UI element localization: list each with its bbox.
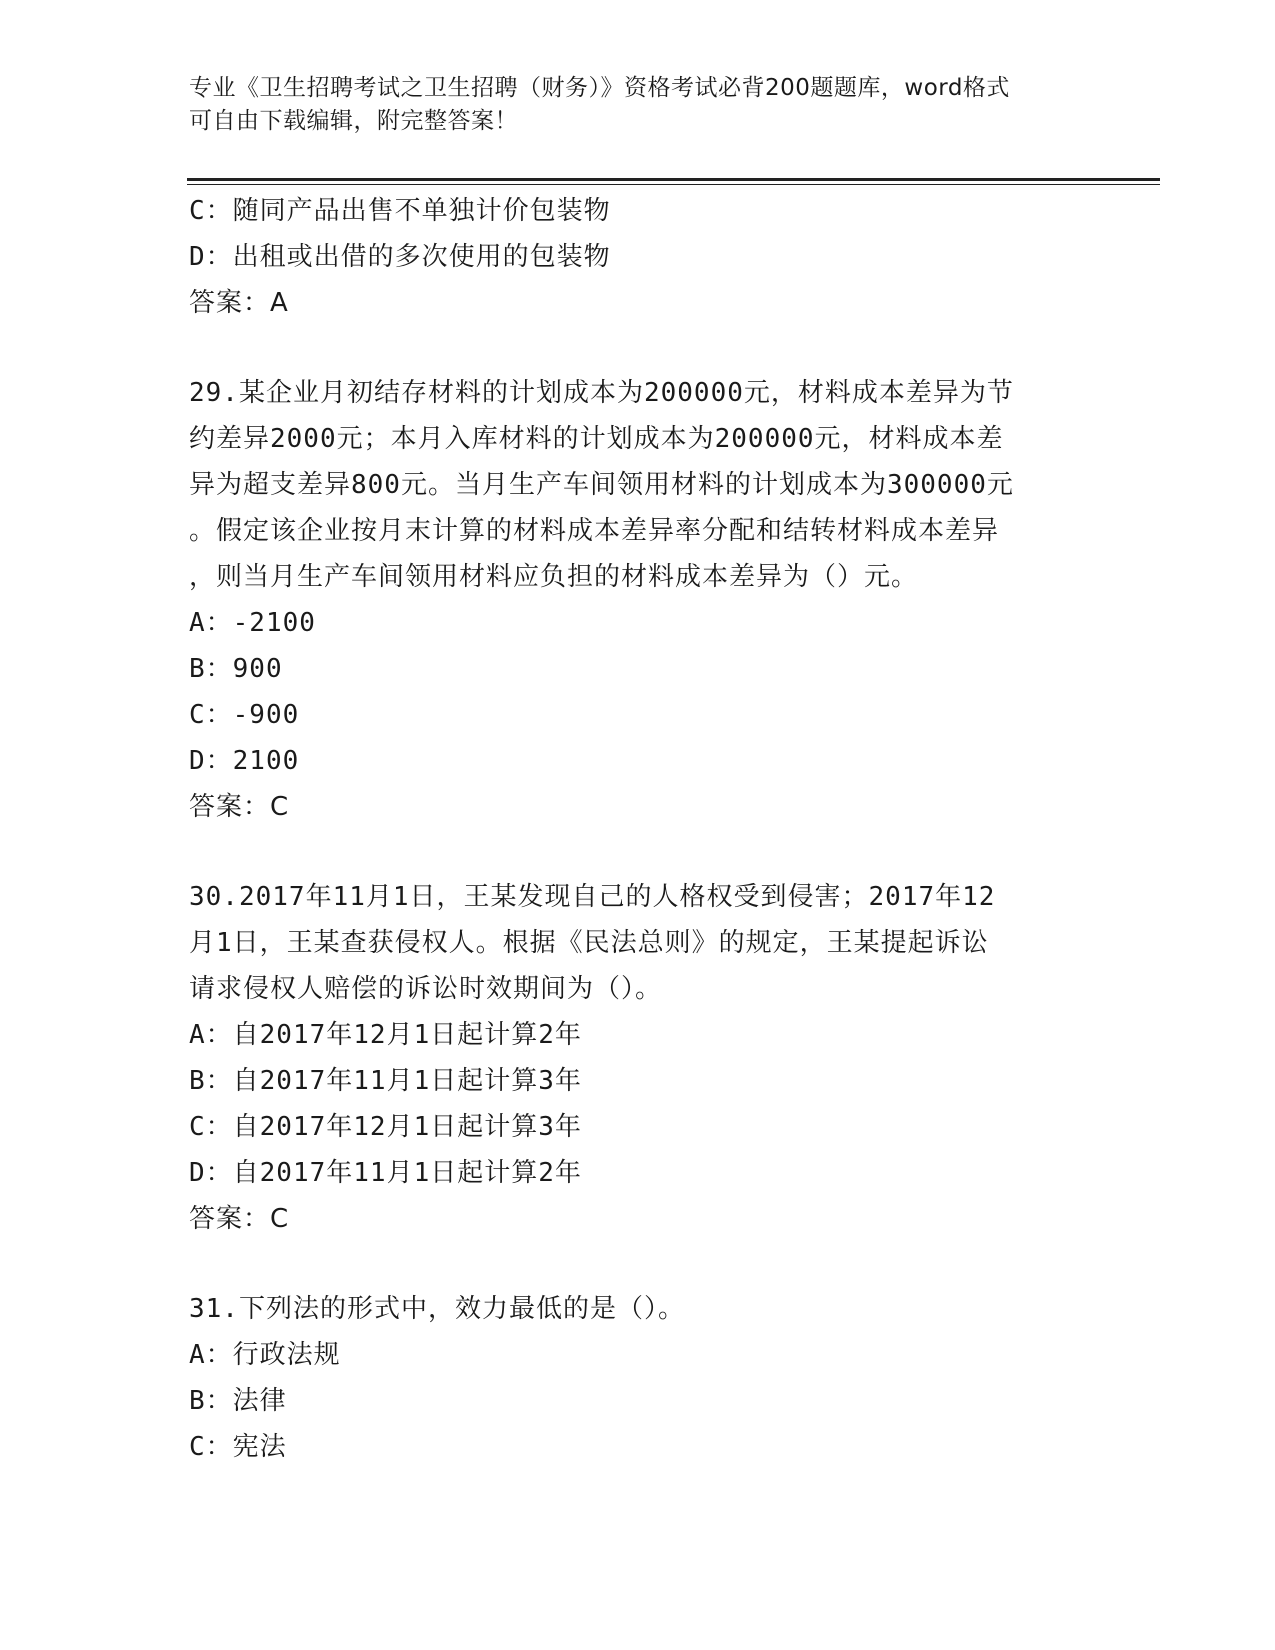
document-header <box>189 72 1089 138</box>
option-c: C：随同产品出售不单独计价包装物 <box>189 196 611 226</box>
question-text-line: 31.下列法的形式中，效力最低的是（）。 <box>189 1294 685 1324</box>
question-text-line: 29.某企业月初结存材料的计划成本为200000元，材料成本差异为节 <box>189 378 1014 408</box>
option-d: D：自2017年11月1日起计算2年 <box>189 1158 582 1188</box>
document-body <box>189 188 1089 1470</box>
header-rule-thin <box>187 184 1160 185</box>
header-rule-thick <box>187 178 1160 181</box>
answer: 答案：C <box>189 792 290 822</box>
question-text-line: 。假定该企业按月末计算的材料成本差异率分配和结转材料成本差异 <box>189 516 1000 546</box>
header-line-1: 专业《卫生招聘考试之卫生招聘（财务）》资格考试必背200题题库，word格式 <box>189 75 1010 101</box>
question-text-line: 异为超支差异800元。当月生产车间领用材料的计划成本为300000元 <box>189 470 1014 500</box>
header-line-2: 可自由下载编辑，附完整答案！ <box>189 108 518 134</box>
option-a: A：行政法规 <box>189 1340 341 1370</box>
option-d: D：出租或出借的多次使用的包装物 <box>189 242 611 272</box>
option-c: C：自2017年12月1日起计算3年 <box>189 1112 582 1142</box>
question-text-line: 约差异2000元；本月入库材料的计划成本为200000元，材料成本差 <box>189 424 1004 454</box>
question-30 <box>189 874 1089 1242</box>
option-a: A：自2017年12月1日起计算2年 <box>189 1020 582 1050</box>
answer: 答案：A <box>189 288 289 318</box>
option-c: C：宪法 <box>189 1432 287 1462</box>
question-29 <box>189 370 1089 830</box>
option-a: A：-2100 <box>189 608 316 638</box>
option-b: B：900 <box>189 654 283 684</box>
question-text-line: 月1日，王某查获侵权人。根据《民法总则》的规定，王某提起诉讼 <box>189 928 989 958</box>
option-b: B：法律 <box>189 1386 287 1416</box>
option-d: D：2100 <box>189 746 300 776</box>
answer: 答案：C <box>189 1204 290 1234</box>
option-c: C：-900 <box>189 700 300 730</box>
question-text-line: ，则当月生产车间领用材料应负担的材料成本差异为（）元。 <box>189 562 919 592</box>
option-b: B：自2017年11月1日起计算3年 <box>189 1066 582 1096</box>
question-31 <box>189 1286 1089 1470</box>
question-text-line: 30.2017年11月1日，王某发现自己的人格权受到侵害；2017年12 <box>189 882 996 912</box>
question-text-line: 请求侵权人赔偿的诉讼时效期间为（）。 <box>189 974 663 1004</box>
question-28-tail <box>189 188 1089 326</box>
